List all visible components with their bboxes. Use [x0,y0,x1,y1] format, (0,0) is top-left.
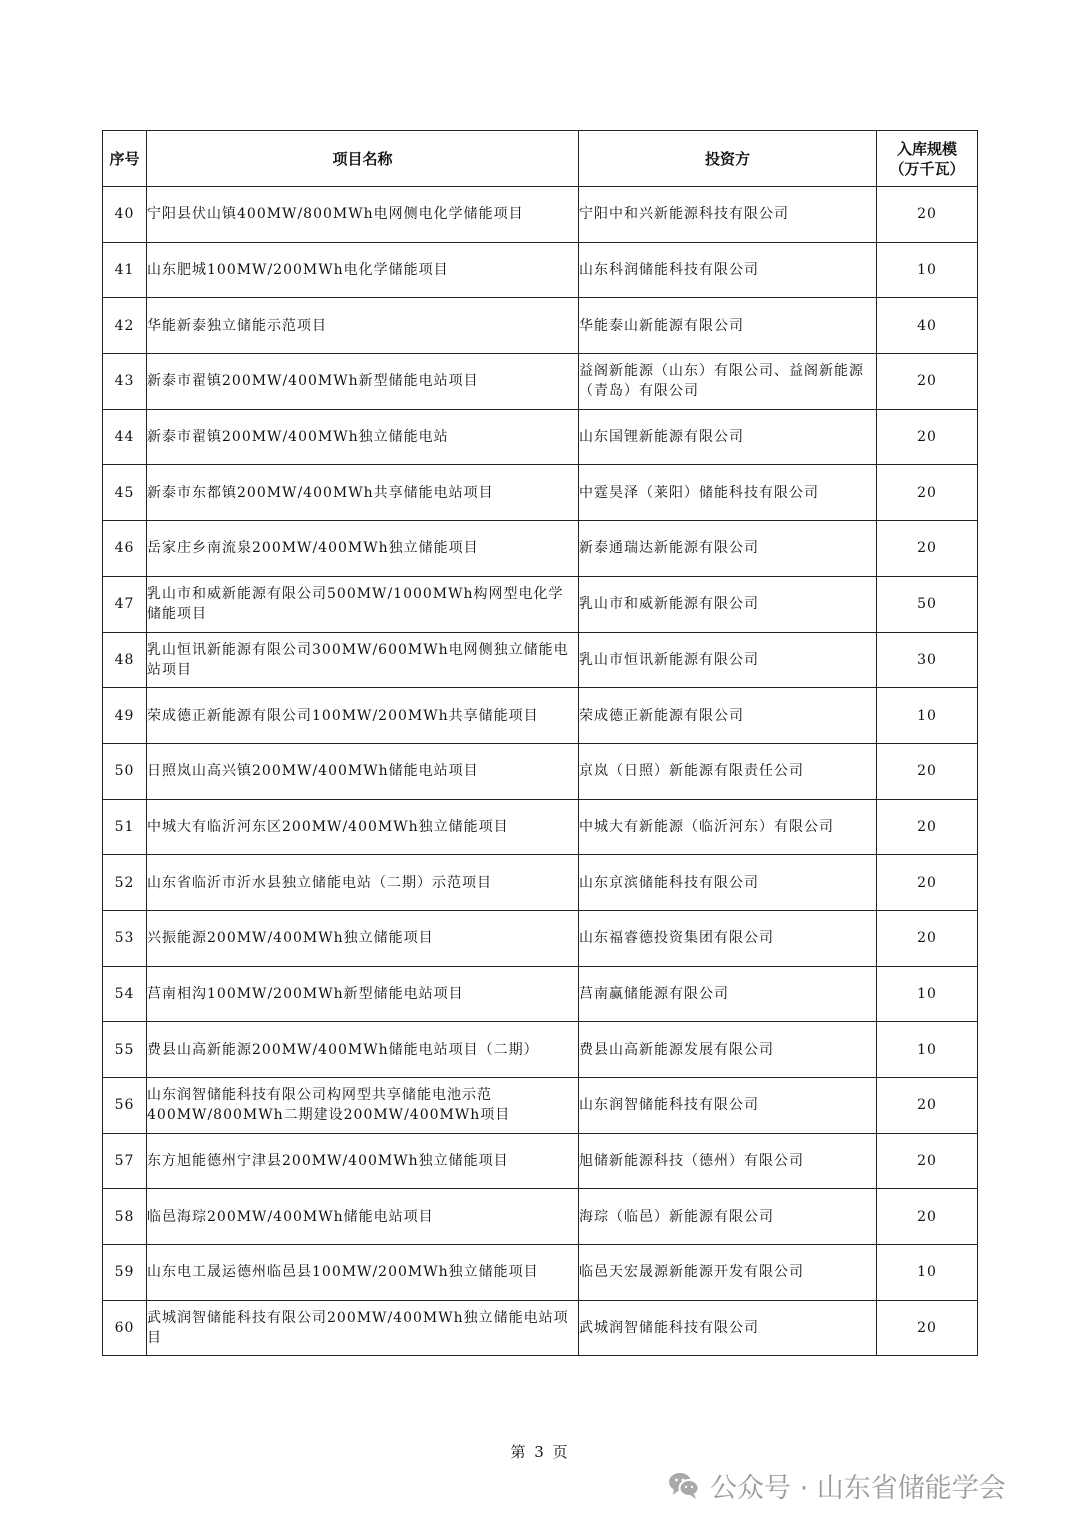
table-row [103,242,978,298]
table-row [103,1245,978,1301]
row-no: 42 [103,298,147,354]
row-no: 53 [103,910,147,966]
table-header-row [103,131,978,187]
row-scale: 20 [877,521,978,577]
row-project-name: 东方旭能德州宁津县200MW/400MWh独立储能项目 [147,1133,579,1189]
table-row [103,521,978,577]
table-row [103,1078,978,1134]
page-number: 第 3 页 [510,1443,570,1461]
row-scale: 20 [877,1133,978,1189]
row-no: 56 [103,1078,147,1134]
table-row [103,1300,978,1356]
row-no: 45 [103,465,147,521]
header-name: 项目名称 [147,131,579,187]
watermark [668,1465,1006,1505]
row-scale: 20 [877,1189,978,1245]
row-investor: 乳山市和威新能源有限公司 [579,576,877,632]
table-row [103,409,978,465]
table-row [103,1133,978,1189]
row-investor: 临邑天宏晟源新能源开发有限公司 [579,1245,877,1301]
wechat-icon [668,1470,700,1500]
row-investor: 山东京滨储能科技有限公司 [579,855,877,911]
row-investor: 山东科润储能科技有限公司 [579,242,877,298]
table-row [103,187,978,243]
row-scale: 10 [877,242,978,298]
header-no: 序号 [103,131,147,187]
row-no: 47 [103,576,147,632]
header-scale-line1: 入库规模 [896,139,957,158]
row-no: 55 [103,1022,147,1078]
row-investor: 京岚（日照）新能源有限责任公司 [579,743,877,799]
row-scale: 10 [877,1245,978,1301]
row-project-name: 山东肥城100MW/200MWh电化学储能项目 [147,242,579,298]
row-scale: 20 [877,855,978,911]
table-row [103,966,978,1022]
table-row [103,354,978,410]
row-investor: 益阁新能源（山东）有限公司、益阁新能源（青岛）有限公司 [579,354,877,410]
row-investor: 中城大有新能源（临沂河东）有限公司 [579,799,877,855]
row-scale: 10 [877,966,978,1022]
row-project-name: 华能新泰独立储能示范项目 [147,298,579,354]
row-project-name: 武城润智储能科技有限公司200MW/400MWh独立储能电站项目 [147,1300,579,1356]
row-no: 52 [103,855,147,911]
table-row [103,576,978,632]
header-investor: 投资方 [579,131,877,187]
row-no: 57 [103,1133,147,1189]
row-project-name: 岳家庄乡南流泉200MW/400MWh独立储能项目 [147,521,579,577]
header-scale-line2: （万千瓦） [889,159,965,178]
table-row [103,743,978,799]
row-no: 48 [103,632,147,688]
table-row [103,688,978,744]
row-scale: 30 [877,632,978,688]
row-no: 50 [103,743,147,799]
row-scale: 40 [877,298,978,354]
row-project-name: 宁阳县伏山镇400MW/800MWh电网侧电化学储能项目 [147,187,579,243]
row-no: 44 [103,409,147,465]
row-project-name: 新泰市翟镇200MW/400MWh新型储能电站项目 [147,354,579,410]
row-project-name: 新泰市翟镇200MW/400MWh独立储能电站 [147,409,579,465]
row-project-name: 山东电工晟运德州临邑县100MW/200MWh独立储能项目 [147,1245,579,1301]
row-scale: 20 [877,743,978,799]
row-scale: 20 [877,409,978,465]
row-investor: 新泰通瑞达新能源有限公司 [579,521,877,577]
row-investor: 宁阳中和兴新能源科技有限公司 [579,187,877,243]
row-project-name: 中城大有临沂河东区200MW/400MWh独立储能项目 [147,799,579,855]
row-investor: 海琮（临邑）新能源有限公司 [579,1189,877,1245]
row-investor: 荣成德正新能源有限公司 [579,688,877,744]
row-project-name: 莒南相沟100MW/200MWh新型储能电站项目 [147,966,579,1022]
table-row [103,1189,978,1245]
row-no: 51 [103,799,147,855]
header-scale [877,131,978,187]
row-investor: 莒南赢储能源有限公司 [579,966,877,1022]
row-no: 43 [103,354,147,410]
table-row [103,855,978,911]
table-row [103,465,978,521]
row-project-name: 兴振能源200MW/400MWh独立储能项目 [147,910,579,966]
row-project-name: 乳山市和威新能源有限公司500MW/1000MWh构网型电化学储能项目 [147,576,579,632]
table-row [103,799,978,855]
row-investor: 中霆昊泽（莱阳）储能科技有限公司 [579,465,877,521]
row-project-name: 日照岚山高兴镇200MW/400MWh储能电站项目 [147,743,579,799]
row-no: 58 [103,1189,147,1245]
row-scale: 20 [877,354,978,410]
row-project-name: 新泰市东都镇200MW/400MWh共享储能电站项目 [147,465,579,521]
row-scale: 50 [877,576,978,632]
row-scale: 20 [877,799,978,855]
row-scale: 10 [877,1022,978,1078]
row-project-name: 山东省临沂市沂水县独立储能电站（二期）示范项目 [147,855,579,911]
row-scale: 10 [877,688,978,744]
row-investor: 旭储新能源科技（德州）有限公司 [579,1133,877,1189]
row-project-name: 山东润智储能科技有限公司构网型共享储能电池示范400MW/800MWh二期建设200MW/400MWh项目 [147,1078,579,1134]
row-scale: 20 [877,910,978,966]
table-row [103,1022,978,1078]
row-scale: 20 [877,187,978,243]
row-no: 59 [103,1245,147,1301]
row-no: 41 [103,242,147,298]
table-row [103,910,978,966]
row-no: 49 [103,688,147,744]
project-table [102,130,978,1356]
row-scale: 20 [877,1300,978,1356]
row-scale: 20 [877,465,978,521]
table-row [103,632,978,688]
row-investor: 山东福睿德投资集团有限公司 [579,910,877,966]
row-no: 54 [103,966,147,1022]
row-no: 60 [103,1300,147,1356]
row-investor: 山东润智储能科技有限公司 [579,1078,877,1134]
row-project-name: 费县山高新能源200MW/400MWh储能电站项目（二期） [147,1022,579,1078]
row-project-name: 临邑海琮200MW/400MWh储能电站项目 [147,1189,579,1245]
table-body [103,187,978,1356]
table-row [103,298,978,354]
row-investor: 费县山高新能源发展有限公司 [579,1022,877,1078]
row-project-name: 荣成德正新能源有限公司100MW/200MWh共享储能项目 [147,688,579,744]
row-project-name: 乳山恒讯新能源有限公司300MW/600MWh电网侧独立储能电站项目 [147,632,579,688]
row-no: 46 [103,521,147,577]
row-scale: 20 [877,1078,978,1134]
row-no: 40 [103,187,147,243]
watermark-text: 公众号 · 山东省储能学会 [710,1472,1006,1504]
row-investor: 华能泰山新能源有限公司 [579,298,877,354]
row-investor: 武城润智储能科技有限公司 [579,1300,877,1356]
row-investor: 山东国锂新能源有限公司 [579,409,877,465]
row-investor: 乳山市恒讯新能源有限公司 [579,632,877,688]
